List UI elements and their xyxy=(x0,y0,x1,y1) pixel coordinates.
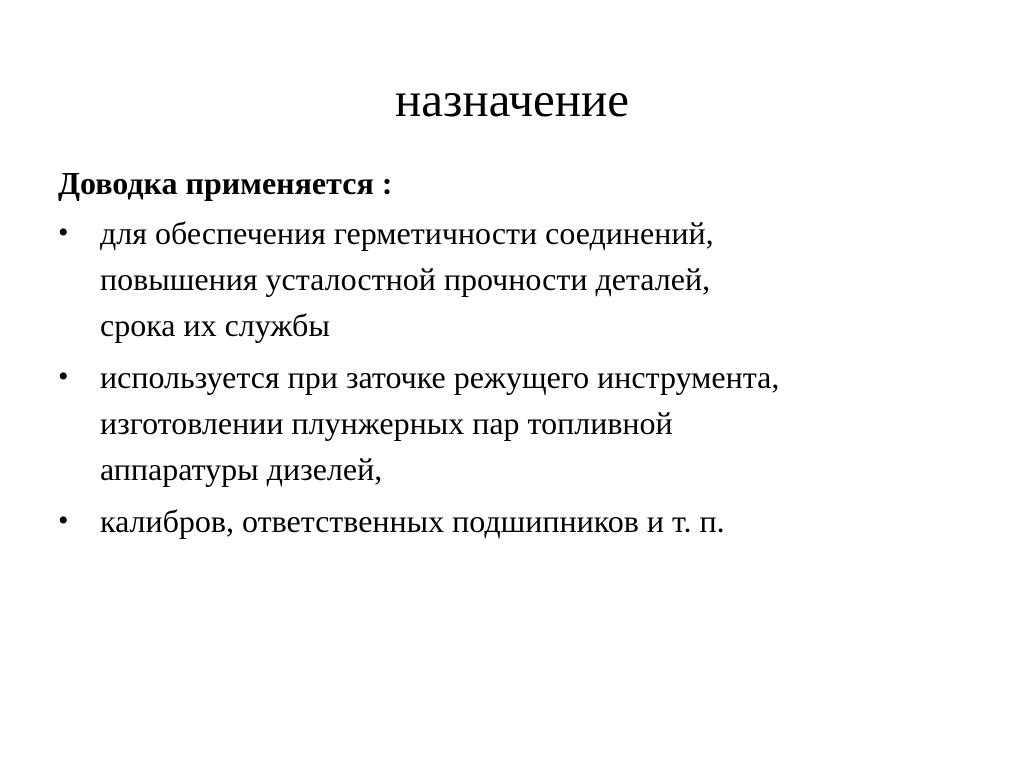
slide-title: назначение xyxy=(395,72,629,127)
bullet-line: повышения усталостной прочности деталей, xyxy=(100,261,711,297)
slide-content xyxy=(58,160,978,550)
bullet-line: срока их службы xyxy=(100,307,330,343)
bullet-line: изготовлении плунжерных пар топливной xyxy=(100,405,673,441)
bullet-item xyxy=(58,498,978,544)
content-heading: Доводка применяется : xyxy=(58,165,393,201)
bullet-item xyxy=(58,210,978,348)
bullet-dot-icon: • xyxy=(58,360,69,393)
bullet-line: для обеспечения герметичности соединений, xyxy=(100,215,714,251)
bullet-item xyxy=(58,354,978,492)
bullet-dot-icon: • xyxy=(58,504,69,537)
bullet-dot-icon: • xyxy=(58,216,69,249)
bullet-line: используется при заточке режущего инструмента, xyxy=(100,359,780,395)
bullet-line: аппаратуры дизелей, xyxy=(100,451,383,487)
bullet-list xyxy=(58,210,978,544)
bullet-line: калибров, ответственных подшипников и т. п. xyxy=(100,503,725,539)
